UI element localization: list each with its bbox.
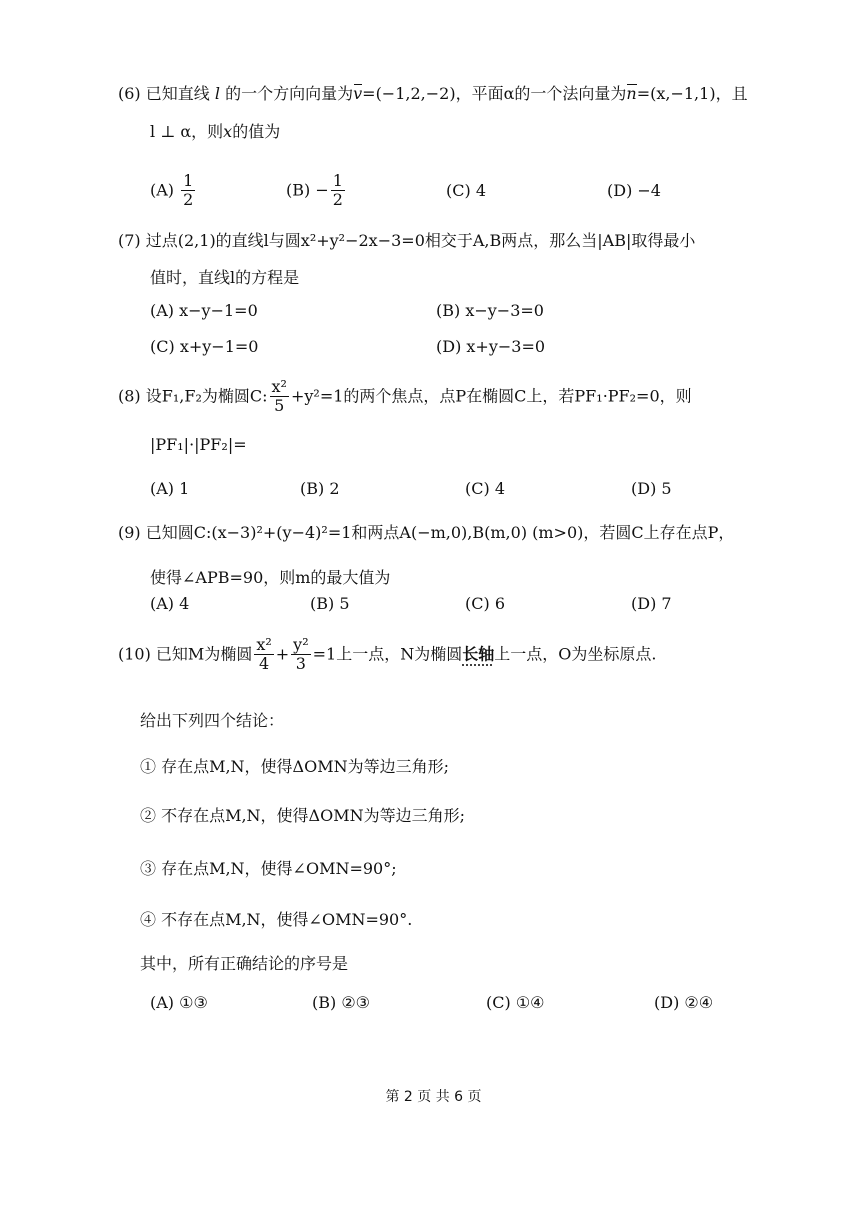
q8-num: x² xyxy=(271,377,287,396)
q10-option-d: (D) ②④ xyxy=(654,993,714,1012)
q6-text-2: 的一个方向向量为 xyxy=(225,84,354,103)
q6-a-den: 2 xyxy=(183,190,194,210)
q10-f1-den: 4 xyxy=(258,654,270,674)
q8-fraction xyxy=(270,378,289,416)
q8-text-2: +y²=1的两个焦点，点P在椭圆C上，若PF₁·PF₂=0，则 xyxy=(290,386,692,406)
q9-line2: 使得∠APB=90，则m的最大值为 xyxy=(150,568,391,587)
q7-line2: 值时，直线l的方程是 xyxy=(150,268,300,287)
page-footer: 第 2 页 共 6 页 xyxy=(385,1089,482,1105)
q10-option-b: (B) ②③ xyxy=(312,993,371,1012)
q6-option-c: (C) 4 xyxy=(446,181,486,200)
q10-fraction-1 xyxy=(254,636,273,674)
q6-line2 xyxy=(150,124,280,140)
q10-intro: 给出下列四个结论： xyxy=(140,711,285,730)
q6-v-value: (−1,2,−2) xyxy=(375,84,456,103)
q10-text-4: 上一点，O为坐标原点. xyxy=(494,644,657,664)
q6-option-b xyxy=(286,172,347,210)
q10-f1-num: x² xyxy=(256,635,272,654)
q10-conclusion-1: ① 存在点M,N，使得ΔOMN为等边三角形; xyxy=(140,757,450,776)
q6-b-sign: − xyxy=(315,180,329,200)
q6-text-5: l ⊥ α，则 xyxy=(150,122,224,141)
q7-line1: (7) 过点(2,1)的直线l与圆x²+y²−2x−3=0相交于A,B两点，那么当|AB|取得最小 xyxy=(118,231,696,250)
q6-line1: (6) 已知直线 l 的一个方向向量为v=(−1,2,−2)，平面α的一个法向量为n=(x,−1,1)，且 xyxy=(118,84,748,103)
q8-option-a: (A) 1 xyxy=(150,479,190,498)
q7-option-a: (A) x−y−1=0 xyxy=(150,301,258,320)
q7-option-c: (C) x+y−1=0 xyxy=(150,337,259,356)
q8-line1 xyxy=(118,378,692,416)
q6-vector-n: n xyxy=(626,84,637,103)
q6-option-a xyxy=(150,172,197,210)
q10-option-c: (C) ①④ xyxy=(486,993,545,1012)
q6-a-num: 1 xyxy=(183,171,194,190)
q6-text-4: ，且 xyxy=(715,84,748,103)
q6-var-x: x xyxy=(223,122,233,141)
q6-option-a-fraction xyxy=(181,172,195,210)
q10-question: 其中，所有正确结论的序号是 xyxy=(140,954,349,973)
q6-b-den: 2 xyxy=(332,190,343,210)
q10-f2-den: 3 xyxy=(295,654,306,674)
q10-fraction-2 xyxy=(291,636,310,674)
q6-option-d: (D) −4 xyxy=(607,181,661,200)
q8-den: 5 xyxy=(274,396,285,416)
q8-option-c: (C) 4 xyxy=(465,479,505,498)
q9-line1: (9) 已知圆C:(x−3)²+(y−4)²=1和两点A(−m,0),B(m,0) (m>0)，若圆C上存在点P， xyxy=(118,523,735,542)
q7-option-b: (B) x−y−3=0 xyxy=(436,301,544,320)
q7-option-d: (D) x+y−3=0 xyxy=(436,337,546,356)
q6-number: (6) xyxy=(118,84,141,103)
q8-option-d: (D) 5 xyxy=(631,479,672,498)
q10-text-2: =1上一点，N为椭圆 xyxy=(312,644,463,664)
q10-conclusion-4: ④ 不存在点M,N，使得∠OMN=90°. xyxy=(140,910,413,929)
q8-option-b: (B) 2 xyxy=(300,479,340,498)
q6-b-num: 1 xyxy=(332,171,343,190)
q10-line1 xyxy=(118,636,656,674)
q10-text-1: (10) 已知M为椭圆 xyxy=(118,644,253,664)
q6-option-a-label: (A) xyxy=(150,180,175,200)
q6-text-1: 已知直线 xyxy=(145,84,210,103)
q10-option-a: (A) ①③ xyxy=(150,993,208,1012)
q10-conclusion-2: ② 不存在点M,N，使得ΔOMN为等边三角形; xyxy=(140,806,466,825)
q10-conclusion-3: ③ 存在点M,N，使得∠OMN=90°; xyxy=(140,859,397,878)
q9-option-b: (B) 5 xyxy=(310,594,350,613)
q8-line2: |PF₁|·|PF₂|= xyxy=(150,435,247,454)
q6-text-7: 的值为 xyxy=(232,122,281,141)
q8-text-1: (8) 设F₁,F₂为椭圆C: xyxy=(118,386,268,406)
q6-n-value: (x,−1,1) xyxy=(650,84,716,103)
q9-option-a: (A) 4 xyxy=(150,594,190,613)
q10-emphasis-long-axis: 长轴 xyxy=(462,644,495,664)
q9-option-d: (D) 7 xyxy=(631,594,672,613)
q6-option-b-label: (B) xyxy=(286,180,311,200)
q10-f2-num: y² xyxy=(293,635,309,654)
q6-text-3: ，平面α的一个法向量为 xyxy=(455,84,627,103)
q6-vector-v: v xyxy=(353,84,363,103)
q6-option-b-fraction xyxy=(331,172,345,210)
q10-plus: + xyxy=(275,644,290,664)
q6-line-l: l xyxy=(214,84,220,103)
q9-option-c: (C) 6 xyxy=(465,594,505,613)
